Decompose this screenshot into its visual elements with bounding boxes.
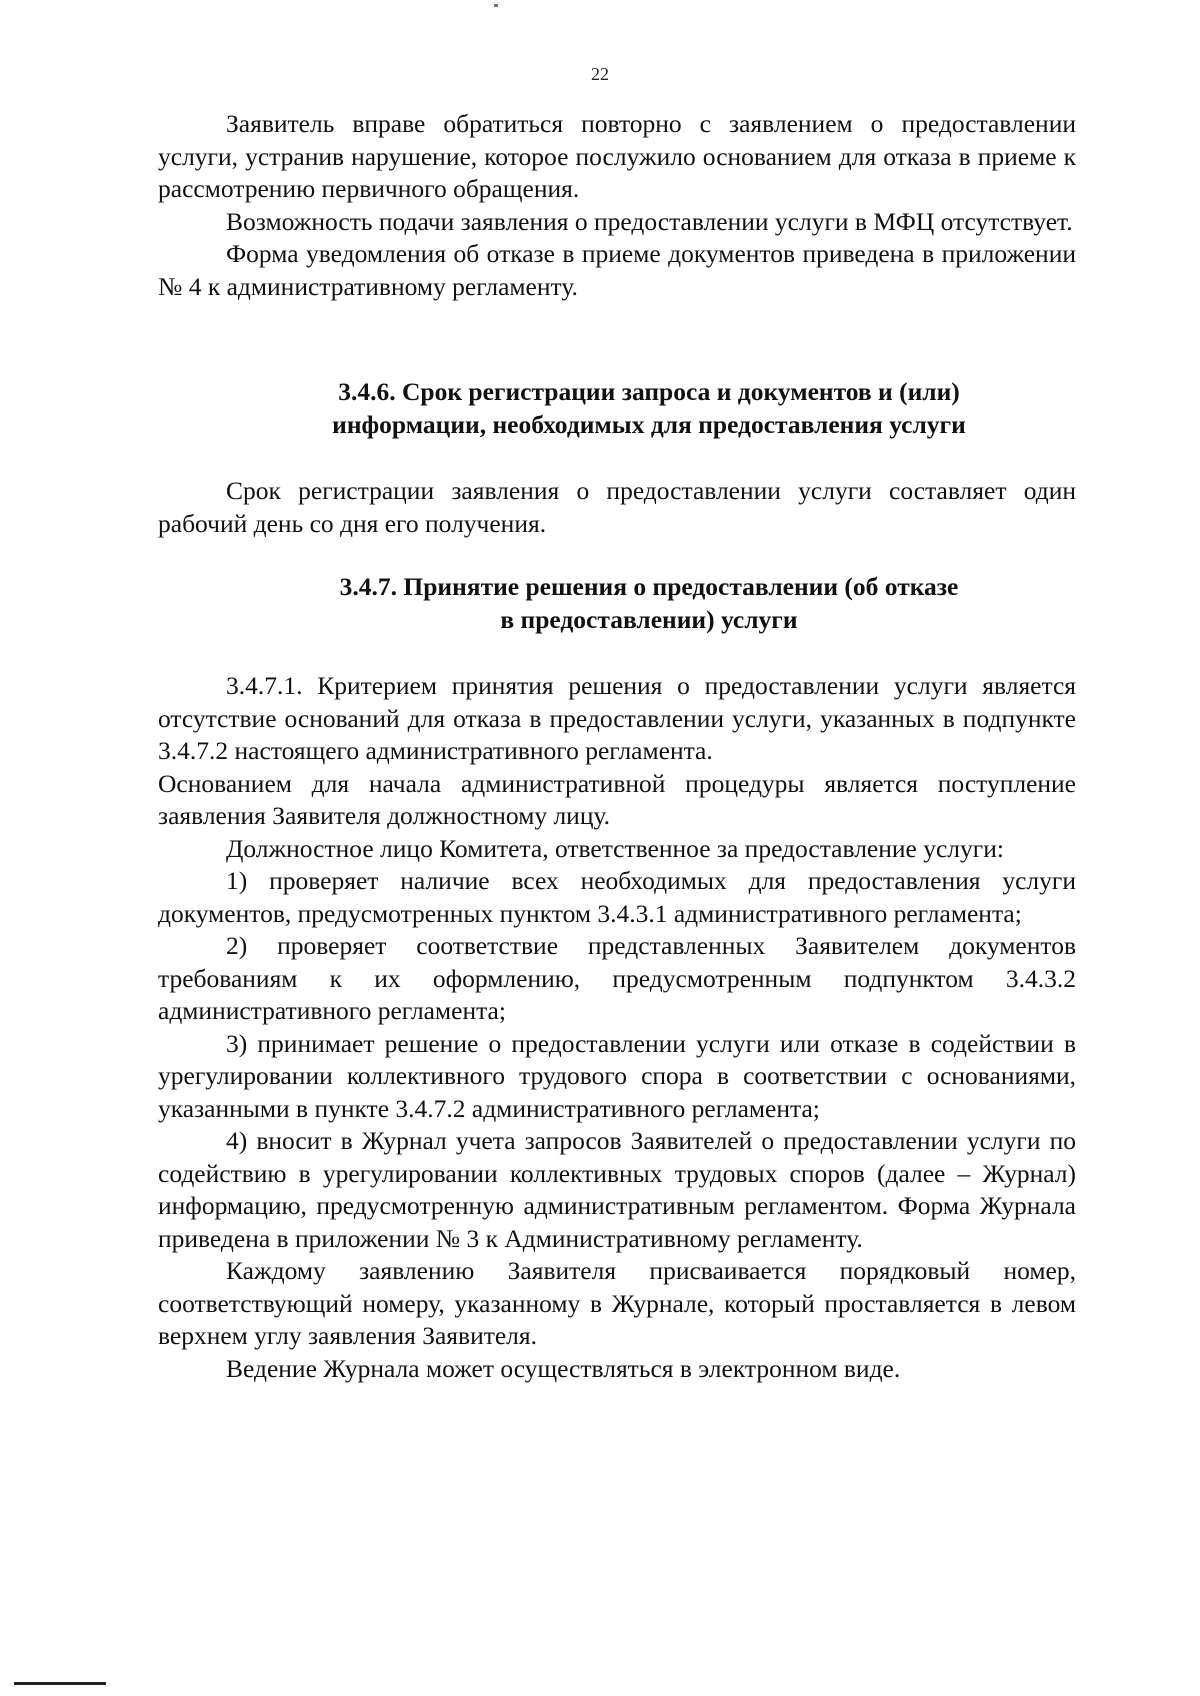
paragraph-mfc: Возможность подачи заявления о предоставлении услуги в МФЦ отсутствует. <box>226 206 1073 236</box>
list-item-3: 3) принимает решение о предоставлении услуги или отказе в содействии в урегулировании коллективного трудового спора в соответствии с основаниями, указанными в пункте 3.4.7.2 административного регламента; <box>158 1028 1076 1123</box>
paragraph-notice-form: Форма уведомления об отказе в приеме документов приведена в приложении № 4 к административному регламенту. <box>158 239 1076 301</box>
section-3-4-7-title-line1: 3.4.7. Принятие решения о предоставлении (об отказе <box>339 572 959 601</box>
paragraph-electronic-journal: Ведение Журнала может осуществляться в электронном виде. <box>226 1353 901 1383</box>
paragraph-sequence-number: Каждому заявлению Заявителя присваивается порядковый номер, соответствующий номеру, указанному в Журнале, который проставляется в левом верхнем углу заявления Заявителя. <box>158 1256 1076 1350</box>
section-3-4-6-title-line2: информации, необходимых для предоставления услуги <box>332 409 966 439</box>
scan-artifact-dot <box>494 4 498 7</box>
paragraph-criterion: 3.4.7.1. Критерием принятия решения о предоставлении услуги является отсутствие оснований для отказа в предоставлении услуги, указанных в подпункте 3.4.7.2 настоящего административного регламента. <box>158 671 1076 765</box>
list-item-4: 4) вносит в Журнал учета запросов Заявителей о предоставлении услуги по содействию в урегулировании коллективных трудовых споров (далее – Журнал) информацию, предусмотренную административным регламентом. Форма Журнала приведена в приложении № 3 к Административному регламенту. <box>158 1126 1076 1253</box>
list-item-1: 1) проверяет наличие всех необходимых для предоставления услуги документов, предусмотренных пунктом 3.4.3.1 административного регламента; <box>158 866 1076 928</box>
section-3-4-7-body <box>158 670 1076 1385</box>
section-3-4-7-heading <box>158 571 1076 636</box>
scan-artifact-line <box>14 1682 106 1685</box>
paragraph-registration-term: Срок регистрации заявления о предоставлении услуги составляет один рабочий день со дня его получения. <box>158 476 1076 538</box>
section-3-4-7-title-line2: в предоставлении) услуги <box>500 604 798 634</box>
section-3-4-6-body <box>158 475 1076 540</box>
paragraph-basis: Основанием для начала административной процедуры является поступление заявления Заявителя должностному лицу. <box>158 768 1076 830</box>
paragraph-official: Должностное лицо Комитета, ответственное за предоставление услуги: <box>226 833 1004 863</box>
section-3-4-6-heading <box>158 376 1076 441</box>
page-number: 22 <box>591 64 609 84</box>
intro-block <box>158 108 1076 303</box>
list-item-2: 2) проверяет соответствие представленных Заявителем документов требованиям к их оформлению, предусмотренным подпунктом 3.4.3.2 административного регламента; <box>158 931 1076 1025</box>
paragraph-reapply: Заявитель вправе обратиться повторно с заявлением о предоставлении услуги, устранив нарушение, которое послужило основанием для отказа в приеме к рассмотрению первичного обращения. <box>158 109 1076 203</box>
section-3-4-6-title-line1: 3.4.6. Срок регистрации запроса и документов и (или) <box>338 377 960 406</box>
